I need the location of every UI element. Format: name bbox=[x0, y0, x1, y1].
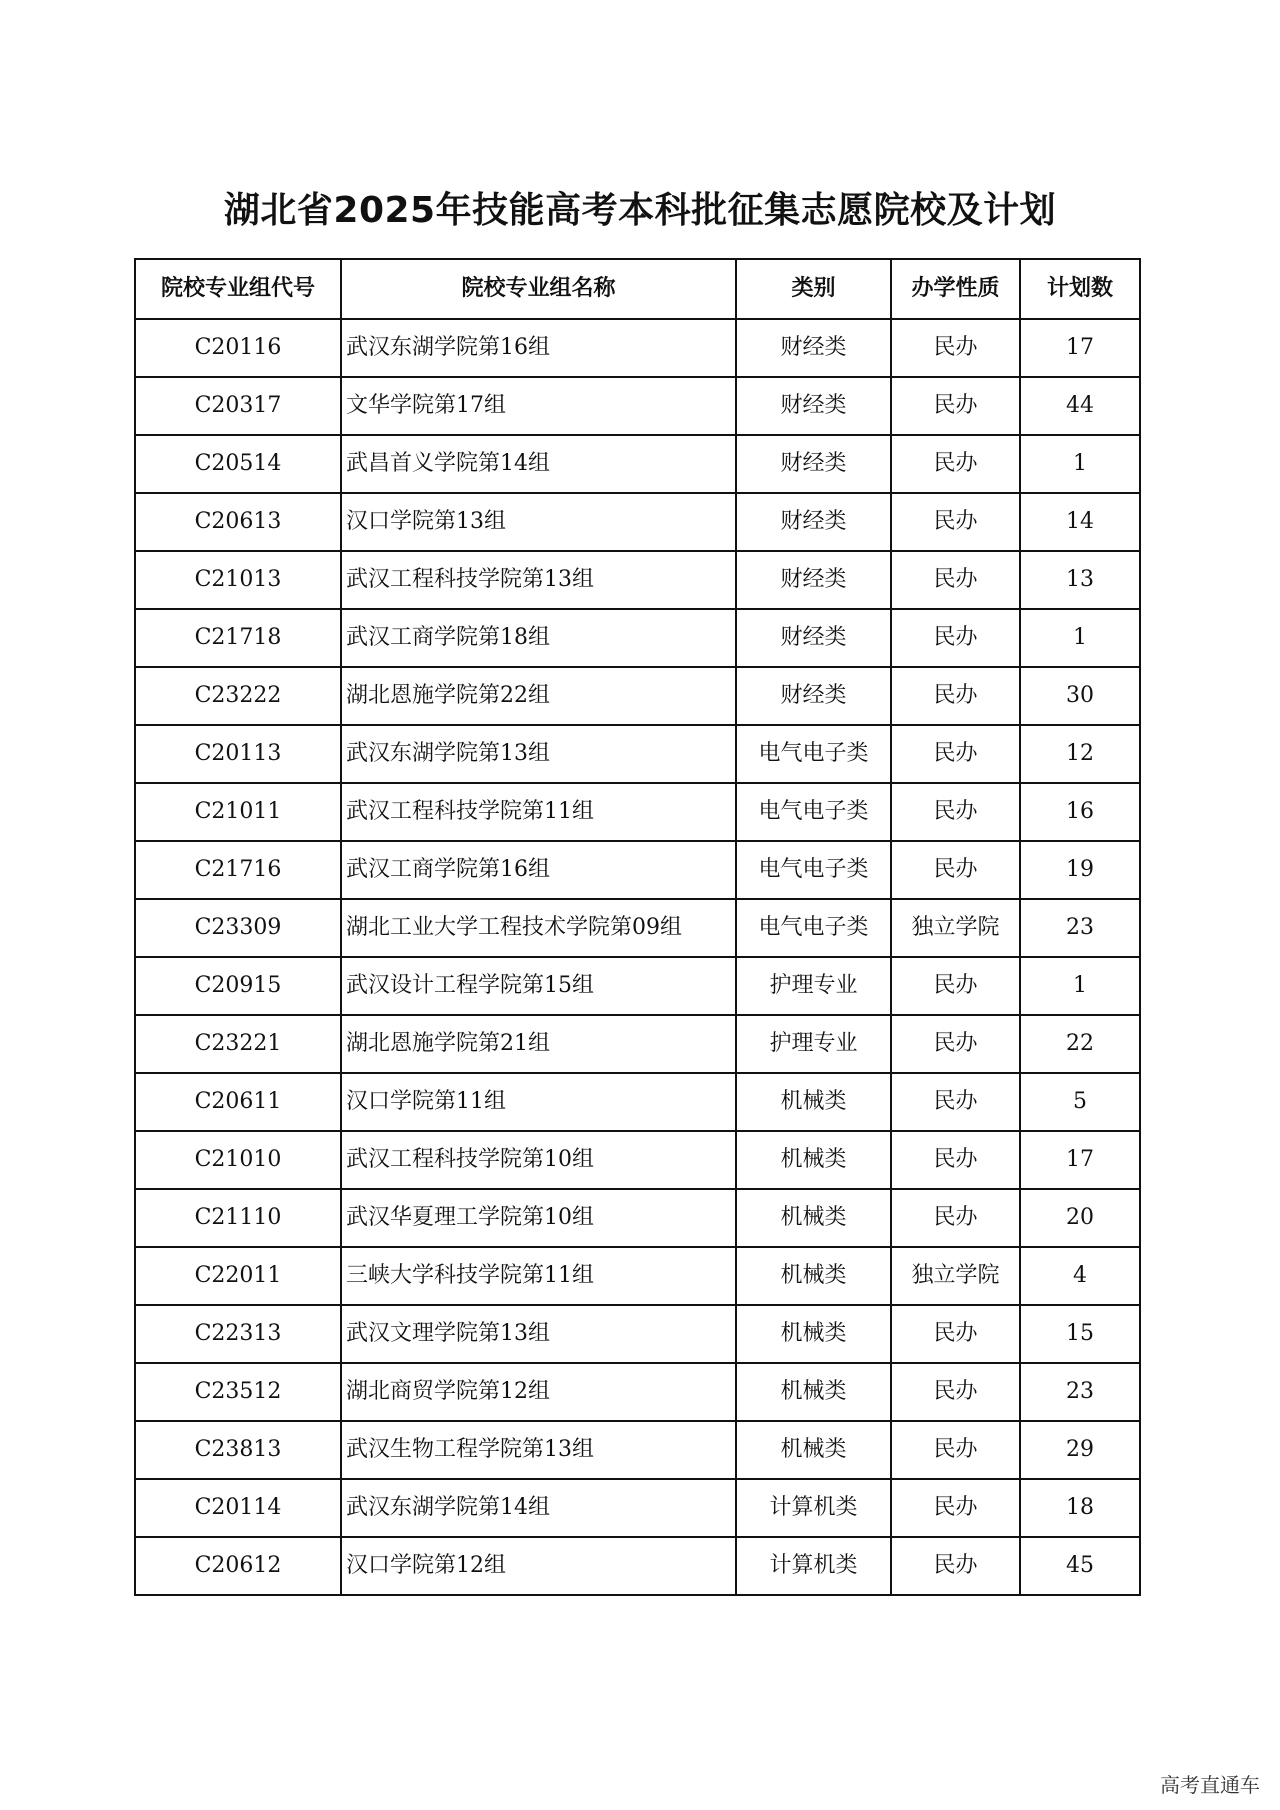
cell-group-name: 湖北恩施学院第21组 bbox=[341, 1015, 736, 1073]
cell-school-nature: 民办 bbox=[891, 609, 1020, 667]
cell-group-code: C20514 bbox=[135, 435, 341, 493]
cell-group-code: C20114 bbox=[135, 1479, 341, 1537]
table-row bbox=[135, 1421, 1140, 1479]
cell-group-code: C23813 bbox=[135, 1421, 341, 1479]
cell-group-code: C20317 bbox=[135, 377, 341, 435]
cell-category: 机械类 bbox=[736, 1131, 891, 1189]
cell-group-code: C21718 bbox=[135, 609, 341, 667]
cell-group-name: 武汉文理学院第13组 bbox=[341, 1305, 736, 1363]
cell-group-name: 武汉华夏理工学院第10组 bbox=[341, 1189, 736, 1247]
cell-school-nature: 民办 bbox=[891, 783, 1020, 841]
cell-plan-count: 1 bbox=[1020, 609, 1140, 667]
cell-plan-count: 44 bbox=[1020, 377, 1140, 435]
table-row bbox=[135, 1537, 1140, 1595]
cell-category: 电气电子类 bbox=[736, 783, 891, 841]
cell-school-nature: 独立学院 bbox=[891, 899, 1020, 957]
cell-school-nature: 民办 bbox=[891, 841, 1020, 899]
cell-plan-count: 12 bbox=[1020, 725, 1140, 783]
cell-plan-count: 17 bbox=[1020, 1131, 1140, 1189]
cell-group-name: 湖北商贸学院第12组 bbox=[341, 1363, 736, 1421]
table-header-row bbox=[135, 259, 1140, 319]
cell-group-name: 武汉工程科技学院第11组 bbox=[341, 783, 736, 841]
cell-plan-count: 22 bbox=[1020, 1015, 1140, 1073]
cell-category: 财经类 bbox=[736, 667, 891, 725]
cell-group-code: C21010 bbox=[135, 1131, 341, 1189]
header-category: 类别 bbox=[736, 259, 891, 319]
cell-category: 财经类 bbox=[736, 435, 891, 493]
cell-group-code: C23512 bbox=[135, 1363, 341, 1421]
cell-group-code: C22011 bbox=[135, 1247, 341, 1305]
cell-group-code: C21011 bbox=[135, 783, 341, 841]
watermark-text: 高考直通车 bbox=[1160, 1773, 1260, 1797]
table-row bbox=[135, 493, 1140, 551]
header-group-name: 院校专业组名称 bbox=[341, 259, 736, 319]
cell-group-name: 武汉东湖学院第13组 bbox=[341, 725, 736, 783]
cell-school-nature: 民办 bbox=[891, 1189, 1020, 1247]
cell-category: 电气电子类 bbox=[736, 899, 891, 957]
table-row bbox=[135, 1305, 1140, 1363]
cell-group-name: 武汉东湖学院第16组 bbox=[341, 319, 736, 377]
cell-group-code: C23221 bbox=[135, 1015, 341, 1073]
header-plan-count: 计划数 bbox=[1020, 259, 1140, 319]
cell-plan-count: 16 bbox=[1020, 783, 1140, 841]
cell-plan-count: 15 bbox=[1020, 1305, 1140, 1363]
cell-plan-count: 19 bbox=[1020, 841, 1140, 899]
cell-school-nature: 民办 bbox=[891, 1015, 1020, 1073]
cell-plan-count: 23 bbox=[1020, 1363, 1140, 1421]
cell-group-name: 武汉生物工程学院第13组 bbox=[341, 1421, 736, 1479]
table-row bbox=[135, 319, 1140, 377]
cell-plan-count: 20 bbox=[1020, 1189, 1140, 1247]
cell-category: 机械类 bbox=[736, 1247, 891, 1305]
cell-category: 机械类 bbox=[736, 1421, 891, 1479]
cell-school-nature: 民办 bbox=[891, 1305, 1020, 1363]
cell-group-name: 武汉东湖学院第14组 bbox=[341, 1479, 736, 1537]
cell-group-code: C21716 bbox=[135, 841, 341, 899]
table-row bbox=[135, 1131, 1140, 1189]
cell-group-name: 汉口学院第13组 bbox=[341, 493, 736, 551]
cell-category: 机械类 bbox=[736, 1189, 891, 1247]
cell-group-name: 武汉设计工程学院第15组 bbox=[341, 957, 736, 1015]
cell-category: 财经类 bbox=[736, 319, 891, 377]
cell-school-nature: 民办 bbox=[891, 1479, 1020, 1537]
cell-category: 机械类 bbox=[736, 1363, 891, 1421]
table-row bbox=[135, 377, 1140, 435]
table-row bbox=[135, 551, 1140, 609]
cell-plan-count: 1 bbox=[1020, 435, 1140, 493]
admission-plan-table bbox=[134, 258, 1141, 1596]
cell-category: 计算机类 bbox=[736, 1537, 891, 1595]
table-row bbox=[135, 783, 1140, 841]
cell-category: 财经类 bbox=[736, 551, 891, 609]
cell-group-name: 湖北恩施学院第22组 bbox=[341, 667, 736, 725]
table-row bbox=[135, 667, 1140, 725]
cell-school-nature: 民办 bbox=[891, 1421, 1020, 1479]
table-row bbox=[135, 435, 1140, 493]
cell-school-nature: 民办 bbox=[891, 377, 1020, 435]
page-title: 湖北省2025年技能高考本科批征集志愿院校及计划 bbox=[223, 190, 1057, 231]
cell-plan-count: 23 bbox=[1020, 899, 1140, 957]
cell-group-code: C21110 bbox=[135, 1189, 341, 1247]
cell-category: 电气电子类 bbox=[736, 725, 891, 783]
cell-plan-count: 13 bbox=[1020, 551, 1140, 609]
cell-school-nature: 民办 bbox=[891, 1363, 1020, 1421]
cell-category: 机械类 bbox=[736, 1305, 891, 1363]
cell-group-code: C20613 bbox=[135, 493, 341, 551]
cell-group-code: C21013 bbox=[135, 551, 341, 609]
cell-plan-count: 45 bbox=[1020, 1537, 1140, 1595]
cell-school-nature: 民办 bbox=[891, 319, 1020, 377]
cell-group-code: C22313 bbox=[135, 1305, 341, 1363]
cell-plan-count: 18 bbox=[1020, 1479, 1140, 1537]
table-row bbox=[135, 1363, 1140, 1421]
cell-school-nature: 民办 bbox=[891, 667, 1020, 725]
cell-group-name: 汉口学院第12组 bbox=[341, 1537, 736, 1595]
cell-group-code: C20113 bbox=[135, 725, 341, 783]
cell-plan-count: 14 bbox=[1020, 493, 1140, 551]
cell-group-name: 武汉工程科技学院第13组 bbox=[341, 551, 736, 609]
cell-group-code: C20915 bbox=[135, 957, 341, 1015]
table-row bbox=[135, 957, 1140, 1015]
table-row bbox=[135, 1015, 1140, 1073]
cell-school-nature: 民办 bbox=[891, 435, 1020, 493]
cell-group-name: 汉口学院第11组 bbox=[341, 1073, 736, 1131]
header-group-code: 院校专业组代号 bbox=[135, 259, 341, 319]
cell-school-nature: 民办 bbox=[891, 957, 1020, 1015]
cell-category: 护理专业 bbox=[736, 1015, 891, 1073]
cell-category: 财经类 bbox=[736, 493, 891, 551]
cell-plan-count: 17 bbox=[1020, 319, 1140, 377]
header-school-nature: 办学性质 bbox=[891, 259, 1020, 319]
cell-group-name: 文华学院第17组 bbox=[341, 377, 736, 435]
cell-plan-count: 4 bbox=[1020, 1247, 1140, 1305]
cell-school-nature: 独立学院 bbox=[891, 1247, 1020, 1305]
table-row bbox=[135, 1479, 1140, 1537]
cell-group-code: C20612 bbox=[135, 1537, 341, 1595]
table-row bbox=[135, 609, 1140, 667]
cell-school-nature: 民办 bbox=[891, 1537, 1020, 1595]
cell-group-name: 三峡大学科技学院第11组 bbox=[341, 1247, 736, 1305]
table-row bbox=[135, 841, 1140, 899]
table-row bbox=[135, 1247, 1140, 1305]
cell-group-name: 武汉工商学院第18组 bbox=[341, 609, 736, 667]
cell-plan-count: 30 bbox=[1020, 667, 1140, 725]
table-body bbox=[135, 319, 1140, 1595]
cell-group-code: C20116 bbox=[135, 319, 341, 377]
cell-group-code: C20611 bbox=[135, 1073, 341, 1131]
cell-category: 计算机类 bbox=[736, 1479, 891, 1537]
cell-plan-count: 5 bbox=[1020, 1073, 1140, 1131]
table-row bbox=[135, 1189, 1140, 1247]
cell-school-nature: 民办 bbox=[891, 1073, 1020, 1131]
cell-category: 财经类 bbox=[736, 609, 891, 667]
cell-group-name: 湖北工业大学工程技术学院第09组 bbox=[341, 899, 736, 957]
cell-category: 电气电子类 bbox=[736, 841, 891, 899]
cell-school-nature: 民办 bbox=[891, 551, 1020, 609]
cell-group-name: 武昌首义学院第14组 bbox=[341, 435, 736, 493]
cell-group-name: 武汉工程科技学院第10组 bbox=[341, 1131, 736, 1189]
table-row bbox=[135, 1073, 1140, 1131]
cell-group-code: C23222 bbox=[135, 667, 341, 725]
cell-plan-count: 1 bbox=[1020, 957, 1140, 1015]
cell-category: 财经类 bbox=[736, 377, 891, 435]
table-row bbox=[135, 725, 1140, 783]
table-row bbox=[135, 899, 1140, 957]
cell-group-name: 武汉工商学院第16组 bbox=[341, 841, 736, 899]
cell-school-nature: 民办 bbox=[891, 493, 1020, 551]
cell-school-nature: 民办 bbox=[891, 1131, 1020, 1189]
cell-category: 护理专业 bbox=[736, 957, 891, 1015]
cell-school-nature: 民办 bbox=[891, 725, 1020, 783]
cell-group-code: C23309 bbox=[135, 899, 341, 957]
cell-plan-count: 29 bbox=[1020, 1421, 1140, 1479]
cell-category: 机械类 bbox=[736, 1073, 891, 1131]
